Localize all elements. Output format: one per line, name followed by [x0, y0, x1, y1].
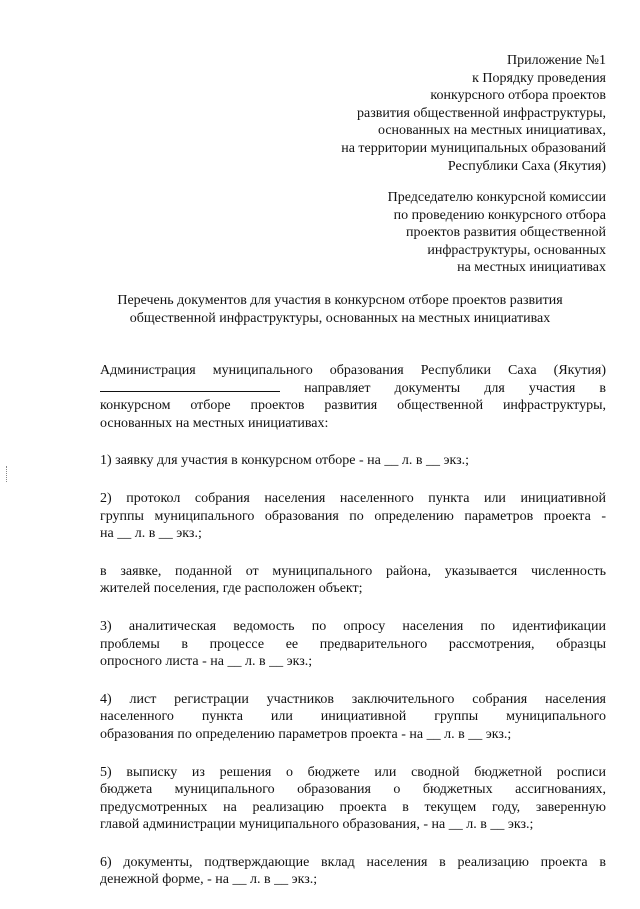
- addressee-line: по проведению конкурсного отбора: [393, 207, 606, 223]
- list-item-3: [100, 618, 606, 671]
- item-line: образования по определению параметров проекта - на __ л. в __ экз.;: [100, 726, 512, 742]
- note-line: в заявке, поданной от муниципального района, указывается численность: [100, 563, 606, 579]
- list-item-2: [100, 490, 606, 543]
- appendix-header: [341, 52, 606, 175]
- item-line: денежной форме, - на __ л. в __ экз.;: [100, 872, 318, 888]
- item-line: 5) выписку из решения о бюджете или сводной бюджетной росписи: [100, 764, 606, 780]
- title-line: общественной инфраструктуры, основанных на местных инициативах: [129, 311, 551, 326]
- document-title: [60, 292, 620, 328]
- item-line: проблемы в процессе ее предварительного рассмотрения, образцы: [100, 636, 606, 652]
- appendix-line: развития общественной инфраструктуры,: [357, 105, 606, 121]
- list-item-5: [100, 764, 606, 834]
- addressee-line: инфраструктуры, основанных: [427, 242, 606, 258]
- appendix-line: основанных на местных инициативах,: [377, 123, 606, 139]
- item-line: группы муниципального образования по определению параметров проекта -: [100, 508, 606, 524]
- item-line: главой администрации муниципального образования, - на __ л. в __ экз.;: [100, 817, 534, 833]
- fill-in-blank: [100, 380, 280, 392]
- item-line: 1) заявку для участия в конкурсном отборе - на __ л. в __ экз.;: [100, 453, 470, 469]
- note-paragraph: [100, 563, 606, 598]
- item-line: 3) аналитическая ведомость по опросу населения по идентификации: [100, 618, 606, 634]
- intro-line: Администрация муниципального образования Республики Саха (Якутия): [100, 363, 606, 378]
- addressee-block: [388, 189, 606, 277]
- item-line: 2) протокол собрания населения населенного пункта или инициативной: [100, 490, 606, 506]
- list-item-4: [100, 691, 606, 744]
- note-line: жителей поселения, где расположен объект;: [100, 581, 363, 597]
- appendix-line: на территории муниципальных образований: [341, 140, 606, 156]
- intro-line-text: направляет документы для участия в: [304, 380, 606, 396]
- addressee-line: Председателю конкурсной комиссии: [387, 190, 606, 205]
- margin-mark: [6, 466, 8, 482]
- intro-line-with-blank: [100, 380, 606, 398]
- item-line: населенного пункта или инициативной группы муниципального: [100, 709, 606, 725]
- item-line: 4) лист регистрации участников заключительного собрания населения: [100, 691, 606, 707]
- intro-line: конкурсном отборе проектов развития общественной инфраструктуры,: [100, 398, 606, 414]
- intro-paragraph: [100, 362, 606, 432]
- title-line: Перечень документов для участия в конкурсном отборе проектов развития: [117, 293, 563, 308]
- item-line: 6) документы, подтверждающие вклад населения в реализацию проекта в: [100, 854, 606, 870]
- item-line: на __ л. в __ экз.;: [100, 526, 202, 542]
- appendix-line: к Порядку проведения: [472, 70, 606, 86]
- list-item-6: [100, 854, 606, 889]
- intro-line: основанных на местных инициативах:: [100, 415, 329, 431]
- item-line: бюджета муниципального образования о бюджетных ассигнованиях,: [100, 782, 606, 798]
- appendix-line: Приложение №1: [507, 53, 606, 68]
- appendix-line: Республики Саха (Якутия): [447, 158, 606, 174]
- list-item-1: [100, 452, 606, 470]
- item-line: предусмотренных на реализацию проекта в текущем году, заверенную: [100, 799, 606, 815]
- addressee-line: проектов развития общественной: [406, 225, 606, 241]
- document-body: [100, 362, 606, 909]
- appendix-line: конкурсного отбора проектов: [430, 88, 606, 104]
- addressee-line: на местных инициативах: [457, 260, 606, 276]
- item-line: опросного листа - на __ л. в __ экз.;: [100, 654, 313, 670]
